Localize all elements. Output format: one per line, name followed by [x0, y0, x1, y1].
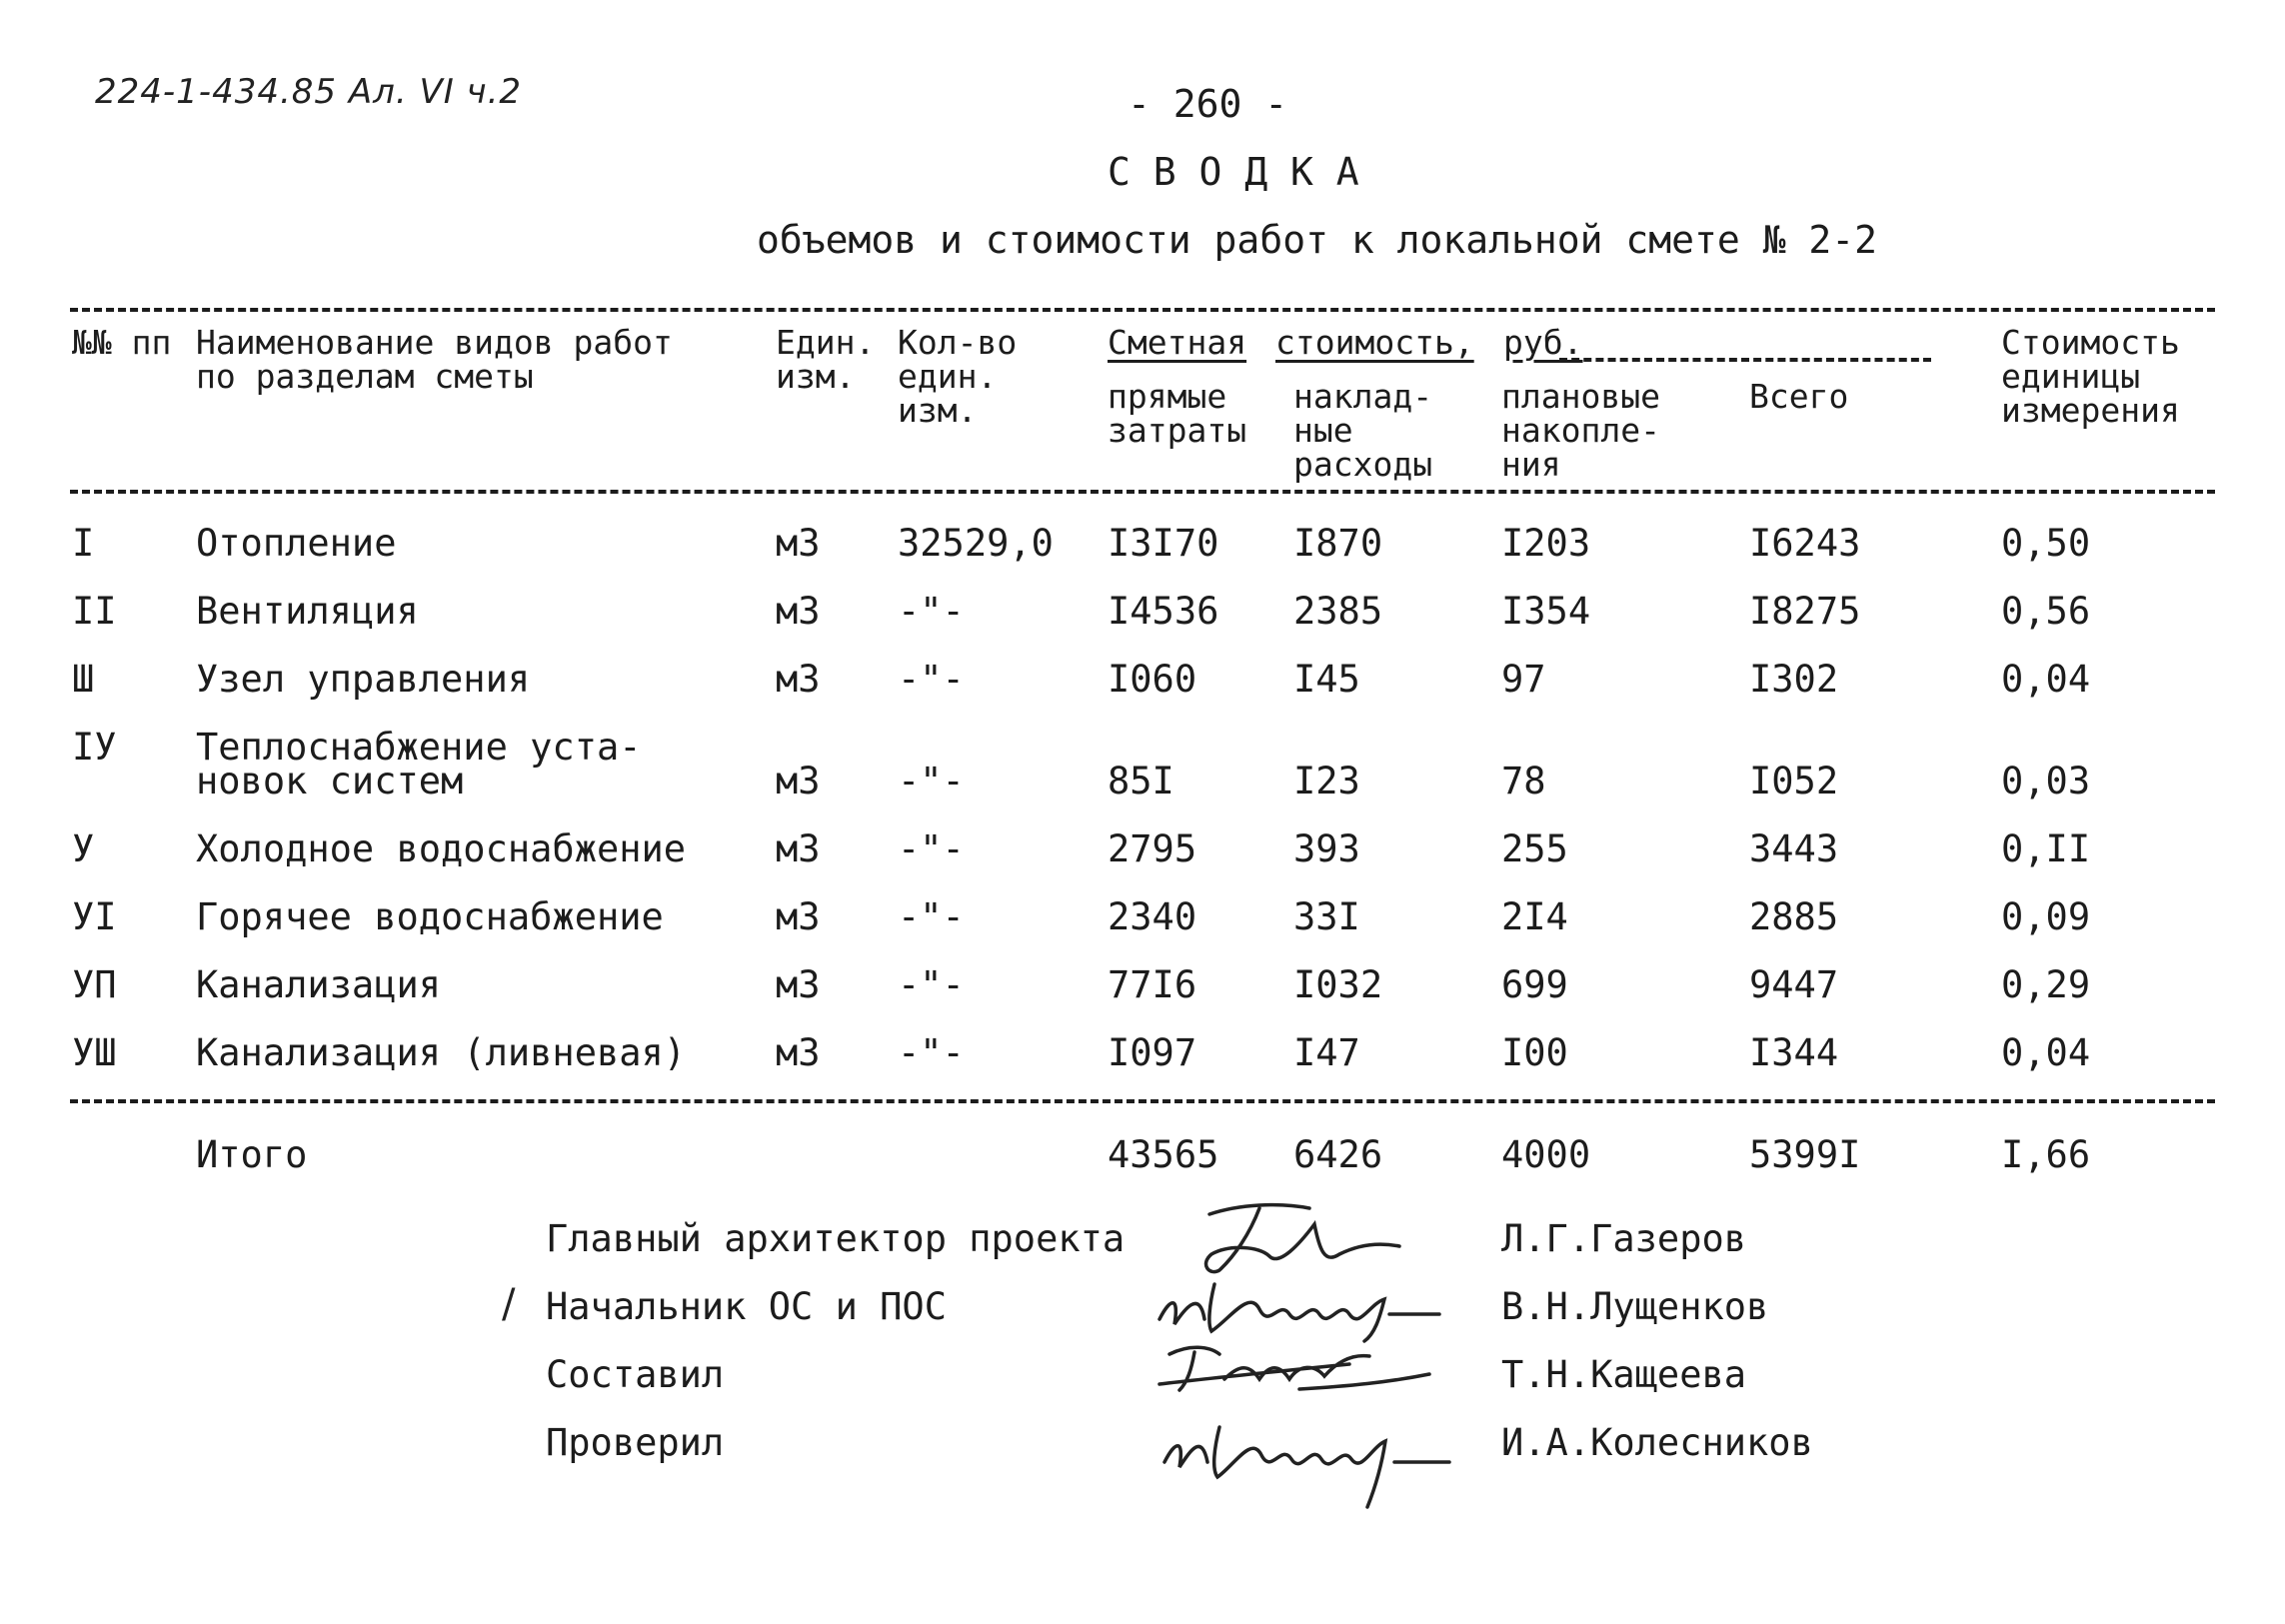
totals-unit-cost: I,66	[2001, 1133, 2091, 1176]
row-overhead: I45	[1293, 658, 1360, 701]
row-num: УI	[72, 895, 117, 938]
row-planned: I354	[1501, 590, 1591, 633]
row-overhead: I870	[1293, 522, 1383, 565]
signature-name: Л.Г.Газеров	[1501, 1217, 1747, 1260]
row-name: Холодное водоснабжение	[196, 827, 687, 870]
row-unit: м3	[776, 590, 821, 633]
row-qty: -"-	[898, 963, 965, 1006]
row-unit-cost: 0,29	[2001, 963, 2091, 1006]
row-unit: м3	[776, 963, 821, 1006]
col-planned-header-line3: ния	[1501, 445, 1561, 484]
col-overhead-header-line3: расходы	[1293, 445, 1433, 484]
col-qty-header-line2: един.	[898, 357, 998, 396]
header-bottom-rule	[70, 490, 2215, 494]
col-qty-header-line3: изм.	[898, 391, 978, 430]
row-unit-cost: 0,04	[2001, 1031, 2091, 1074]
document-title: С В О Д К А	[1108, 150, 1359, 194]
col-unitcost-header-line1: Стоимость	[2001, 323, 2180, 362]
row-num: УШ	[72, 1031, 117, 1074]
row-qty: -"-	[898, 1031, 965, 1074]
col-direct-header-line2: затраты	[1108, 411, 1247, 450]
document-subtitle: объемов и стоимости работ к локальной смете № 2-2	[757, 218, 1878, 262]
signature-name: И.А.Колесников	[1501, 1421, 1813, 1464]
row-unit: м3	[776, 895, 821, 938]
signature-role: Главный архитектор проекта	[546, 1217, 1126, 1260]
row-qty: -"-	[898, 590, 965, 633]
totals-rule	[70, 1099, 2215, 1103]
totals-direct: 43565	[1108, 1133, 1219, 1176]
row-unit: м3	[776, 1031, 821, 1074]
row-unit: м3	[776, 658, 821, 701]
col-name-header-line1: Наименование видов работ	[196, 323, 673, 362]
cost-group-header-3: руб.	[1503, 323, 1583, 362]
cost-group-header-2: стоимость,	[1275, 323, 1474, 362]
row-qty: -"-	[898, 760, 965, 803]
row-total: I6243	[1749, 522, 1861, 565]
page-number: - 260 -	[1128, 82, 1288, 126]
row-direct: I4536	[1108, 590, 1219, 633]
row-qty: 32529,0	[898, 522, 1054, 565]
totals-label: Итого	[196, 1133, 308, 1176]
row-direct: I097	[1108, 1031, 1197, 1074]
row-unit-cost: 0,50	[2001, 522, 2091, 565]
row-unit-cost: 0,04	[2001, 658, 2091, 701]
totals-planned: 4000	[1501, 1133, 1591, 1176]
col-total-header: Всего	[1749, 377, 1849, 416]
row-total: I344	[1749, 1031, 1839, 1074]
row-total: I302	[1749, 658, 1839, 701]
row-name-line1: Теплоснабжение уста-	[196, 726, 642, 769]
row-total: 3443	[1749, 827, 1839, 870]
row-direct: 2340	[1108, 895, 1197, 938]
col-qty-header-line1: Кол-во	[898, 323, 1018, 362]
row-planned: 78	[1501, 760, 1546, 803]
row-overhead: I47	[1293, 1031, 1360, 1074]
row-planned: I00	[1501, 1031, 1568, 1074]
signature-name: В.Н.Лущенков	[1501, 1285, 1769, 1328]
row-planned: I203	[1501, 522, 1591, 565]
col-overhead-header-line2: ные	[1293, 411, 1353, 450]
col-planned-header-line2: накопле-	[1501, 411, 1660, 450]
signature-name: Т.Н.Кащеева	[1501, 1353, 1747, 1396]
cost-group-rule	[1559, 358, 1931, 362]
signature-role: Составил	[546, 1353, 725, 1396]
row-name: Вентиляция	[196, 590, 419, 633]
row-direct: I060	[1108, 658, 1197, 701]
row-direct: I3I70	[1108, 522, 1219, 565]
row-unit-cost: 0,03	[2001, 760, 2091, 803]
row-direct: 77I6	[1108, 963, 1197, 1006]
row-name: Отопление	[196, 522, 397, 565]
row-qty: -"-	[898, 658, 965, 701]
cost-group-header-1: Сметная	[1108, 323, 1247, 362]
row-total: I8275	[1749, 590, 1861, 633]
row-total: 9447	[1749, 963, 1839, 1006]
row-name: Канализация	[196, 963, 442, 1006]
totals-overhead: 6426	[1293, 1133, 1383, 1176]
row-total: I052	[1749, 760, 1839, 803]
row-num: УП	[72, 963, 117, 1006]
row-name-line2: новок систем	[196, 760, 464, 803]
row-planned: 2I4	[1501, 895, 1568, 938]
row-name: Горячее водоснабжение	[196, 895, 664, 938]
margin-mark: /	[502, 1281, 517, 1327]
col-name-header-line2: по разделам сметы	[196, 357, 534, 396]
handwritten-signature-4	[1140, 1407, 1459, 1517]
col-num-header: №№ пп	[72, 323, 172, 362]
row-planned: 97	[1501, 658, 1546, 701]
row-overhead: 33I	[1293, 895, 1360, 938]
col-direct-header-line1: прямые	[1108, 377, 1227, 416]
row-num: Ш	[72, 658, 95, 701]
totals-total: 5399I	[1749, 1133, 1861, 1176]
col-unit-header-line2: изм.	[776, 357, 856, 396]
col-planned-header-line1: плановые	[1501, 377, 1660, 416]
row-planned: 699	[1501, 963, 1568, 1006]
row-name: Узел управления	[196, 658, 531, 701]
handwritten-signature-3	[1149, 1334, 1439, 1404]
row-overhead: I032	[1293, 963, 1383, 1006]
signature-role: Проверил	[546, 1421, 725, 1464]
row-qty: -"-	[898, 895, 965, 938]
row-planned: 255	[1501, 827, 1568, 870]
row-direct: 2795	[1108, 827, 1197, 870]
row-name: Канализация (ливневая)	[196, 1031, 687, 1074]
col-unitcost-header-line3: измерения	[2001, 391, 2180, 430]
row-unit-cost: 0,09	[2001, 895, 2091, 938]
row-overhead: I23	[1293, 760, 1360, 803]
signature-role: Начальник ОС и ПОС	[546, 1285, 947, 1328]
col-unit-header-line1: Един.	[776, 323, 876, 362]
row-direct: 85I	[1108, 760, 1174, 803]
row-unit-cost: 0,II	[2001, 827, 2091, 870]
row-num: I	[72, 522, 95, 565]
row-num: У	[72, 827, 95, 870]
row-num: IУ	[72, 726, 117, 769]
row-total: 2885	[1749, 895, 1839, 938]
table-top-rule	[70, 308, 2215, 312]
row-unit: м3	[776, 760, 821, 803]
row-overhead: 2385	[1293, 590, 1383, 633]
row-qty: -"-	[898, 827, 965, 870]
row-num: II	[72, 590, 117, 633]
document-code: 224-1-434.85 Ал. VI ч.2	[95, 72, 523, 112]
row-unit: м3	[776, 522, 821, 565]
row-overhead: 393	[1293, 827, 1360, 870]
col-unitcost-header-line2: единицы	[2001, 357, 2141, 396]
col-overhead-header-line1: наклад-	[1293, 377, 1433, 416]
row-unit-cost: 0,56	[2001, 590, 2091, 633]
row-unit: м3	[776, 827, 821, 870]
